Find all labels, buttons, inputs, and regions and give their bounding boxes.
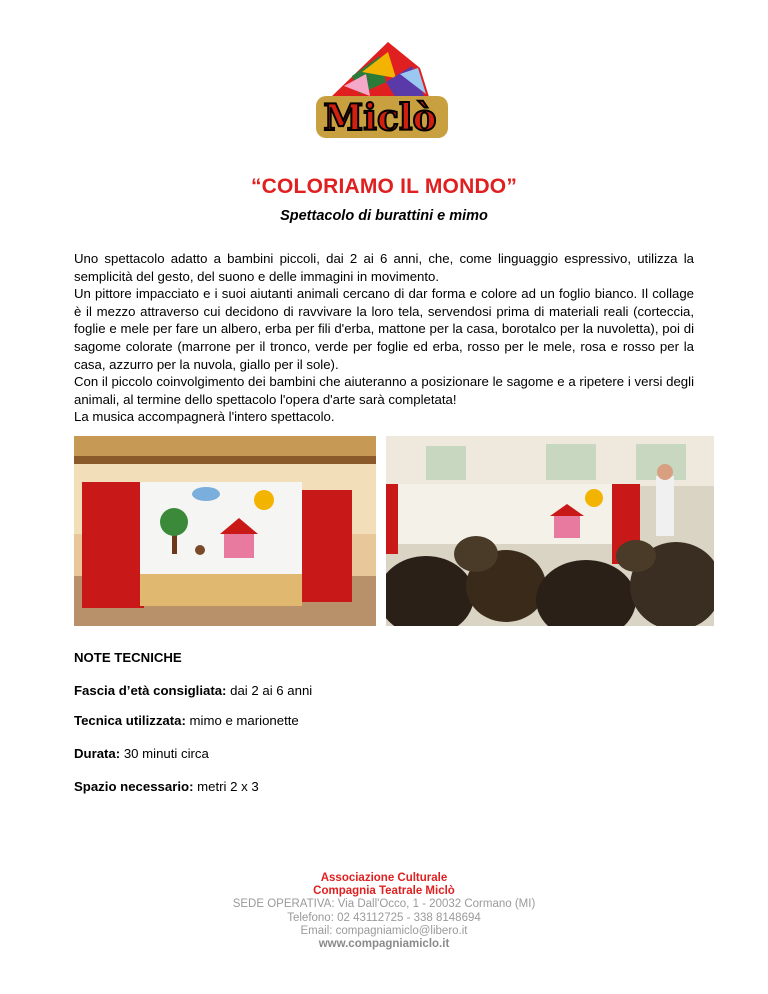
footer-company: Compagnia Teatrale Miclò [313, 885, 455, 898]
duration-label: Durata: [74, 746, 121, 761]
technique-label: Tecnica utilizzata: [74, 713, 186, 728]
space-label: Spazio necessario: [74, 779, 194, 794]
description-paragraph: La musica accompagnerà l'intero spettacolo. [74, 409, 335, 425]
description-paragraph: Un pittore impacciato e i suoi aiutanti animali cercano di dar forma e colore ad un foglio bianco. Il collage è il mezzo attraverso cui decidono di ravvivare la loro tela, servendosi prima di materiali reali (corteccia, foglie e mele per fare un albero, erba per fili d'erba, mattone per la casa, borotalco per la nuvoletta), poi di sagome colorate (marrone per il tronco, verde per foglie ed erba, rosso per le mele, rosa e rosso per la casa, azzurro per la nuvola, giallo per il sole). [74, 286, 694, 372]
notes-heading: NOTE TECNICHE [74, 650, 182, 665]
audience-photo [386, 436, 714, 626]
duration-value: 30 minuti circa [120, 746, 209, 761]
description-paragraph: Con il piccolo coinvolgimento dei bambini che aiuteranno a posizionare le sagome e a ripetere i versi degli animali, al termine dello spettacolo l'opera d'arte sarà completata! [74, 374, 694, 407]
page-title: “COLORIAMO IL MONDO” [250, 175, 518, 198]
age-value: dai 2 ai 6 anni [226, 683, 313, 698]
space-value: metri 2 x 3 [193, 779, 259, 794]
logo-text: Miclò [323, 97, 437, 139]
page-subtitle: Spettacolo di burattini e mimo [280, 208, 488, 224]
footer-website[interactable]: www.compagniamiclo.it [318, 938, 450, 951]
miclo-logo [300, 38, 460, 150]
footer-address: SEDE OPERATIVA: Via Dall'Occo, 1 - 20032 Cormano (MI) [232, 898, 536, 911]
footer-phone: Telefono: 02 43112725 - 338 8148694 [287, 911, 481, 924]
description-paragraph: Uno spettacolo adatto a bambini piccoli, dai 2 ai 6 anni, che, come linguaggio espressivo, utilizza la semplicità del gesto, del suono e delle immagini in movimento. [74, 251, 694, 284]
age-label: Fascia d’età consigliata: [74, 683, 227, 698]
stage-photo [74, 436, 376, 626]
footer [0, 872, 768, 951]
technique-value: mimo e marionette [185, 713, 299, 728]
footer-association: Associazione Culturale [320, 872, 448, 884]
footer-email[interactable]: Email: compagniamiclo@libero.it [300, 924, 468, 937]
description [74, 250, 694, 426]
